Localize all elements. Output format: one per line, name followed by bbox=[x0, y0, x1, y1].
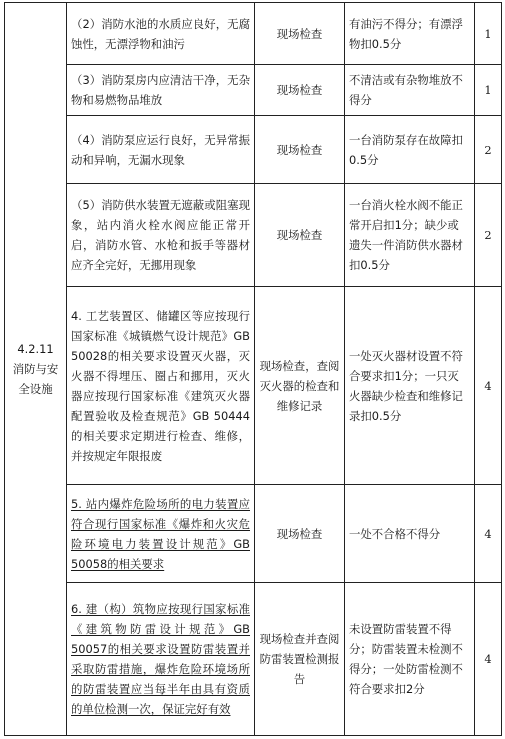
points-cell: 2 bbox=[475, 116, 502, 184]
safety-inspection-table bbox=[4, 2, 502, 736]
method-cell: 现场检查 bbox=[255, 65, 345, 116]
requirement-cell: （3）消防泵房内应清洁干净，无杂物和易燃物品堆放 bbox=[67, 65, 255, 116]
scoring-cell: 一处不合格不得分 bbox=[345, 485, 475, 583]
method-cell: 现场检查 bbox=[255, 116, 345, 184]
clause-cell bbox=[5, 3, 67, 736]
requirement-cell: （2）消防水池的水质应良好，无腐蚀性，无漂浮物和油污 bbox=[67, 3, 255, 65]
table-row bbox=[5, 3, 502, 65]
table-row bbox=[5, 65, 502, 116]
table-row bbox=[5, 116, 502, 184]
scoring-cell: 一台消防泵存在故障扣0.5分 bbox=[345, 116, 475, 184]
table-row bbox=[5, 583, 502, 736]
table-row bbox=[5, 184, 502, 287]
scoring-cell: 一台消火栓水阀不能正常开启扣1分；缺少或遗失一件消防供水器材扣0.5分 bbox=[345, 184, 475, 287]
method-cell: 现场检查，查阅灭火器的检查和维修记录 bbox=[255, 287, 345, 485]
scoring-cell: 未设置防雷装置不得分；防雷装置未检测不得分；一处防雷检测不符合要求扣2分 bbox=[345, 583, 475, 736]
table-row bbox=[5, 485, 502, 583]
method-cell: 现场检查并查阅防雷装置检测报告 bbox=[255, 583, 345, 736]
table-row bbox=[5, 287, 502, 485]
requirement-cell: 4. 工艺装置区、储罐区等应按现行国家标准《城镇燃气设计规范》GB 50028的相关要求设置灭火器，灭火器不得埋压、圈占和挪用，灭火器应按现行国家标准《建筑灭火器配置验收及检查规范》GB 50444的相关要求定期进行检查、维修，并按规定年限报废 bbox=[67, 287, 255, 485]
points-cell: 4 bbox=[475, 287, 502, 485]
requirement-cell: （4）消防泵应运行良好，无异常振动和异响，无漏水现象 bbox=[67, 116, 255, 184]
scoring-cell: 不清洁或有杂物堆放不得分 bbox=[345, 65, 475, 116]
scoring-cell: 有油污不得分；有漂浮物扣0.5分 bbox=[345, 3, 475, 65]
method-cell: 现场检查 bbox=[255, 184, 345, 287]
points-cell: 4 bbox=[475, 583, 502, 736]
method-cell: 现场检查 bbox=[255, 485, 345, 583]
requirement-cell: 6. 建（构）筑物应按现行国家标准《建筑物防雷设计规范》GB 50057的相关要求设置防雷装置并采取防雷措施，爆炸危险环境场所的防雷装置应当每半年由具有资质的单位检测一次，保证完好有效 bbox=[67, 583, 255, 736]
points-cell: 1 bbox=[475, 65, 502, 116]
requirement-cell: （5）消防供水装置无遮蔽或阻塞现象，站内消火栓水阀应能正常开启，消防水管、水枪和扳手等器材应齐全完好，无挪用现象 bbox=[67, 184, 255, 287]
clause-title: 消防与安全设施 bbox=[12, 362, 59, 396]
clause-number: 4.2.11 bbox=[17, 342, 54, 356]
requirement-cell: 5. 站内爆炸危险场所的电力装置应符合现行国家标准《爆炸和火灾危险环境电力装置设计规范》GB 50058的相关要求 bbox=[67, 485, 255, 583]
scoring-cell: 一处灭火器材设置不符合要求扣1分；一只灭火器缺少检查和维修记录扣0.5分 bbox=[345, 287, 475, 485]
method-cell: 现场检查 bbox=[255, 3, 345, 65]
points-cell: 2 bbox=[475, 184, 502, 287]
points-cell: 1 bbox=[475, 3, 502, 65]
points-cell: 4 bbox=[475, 485, 502, 583]
